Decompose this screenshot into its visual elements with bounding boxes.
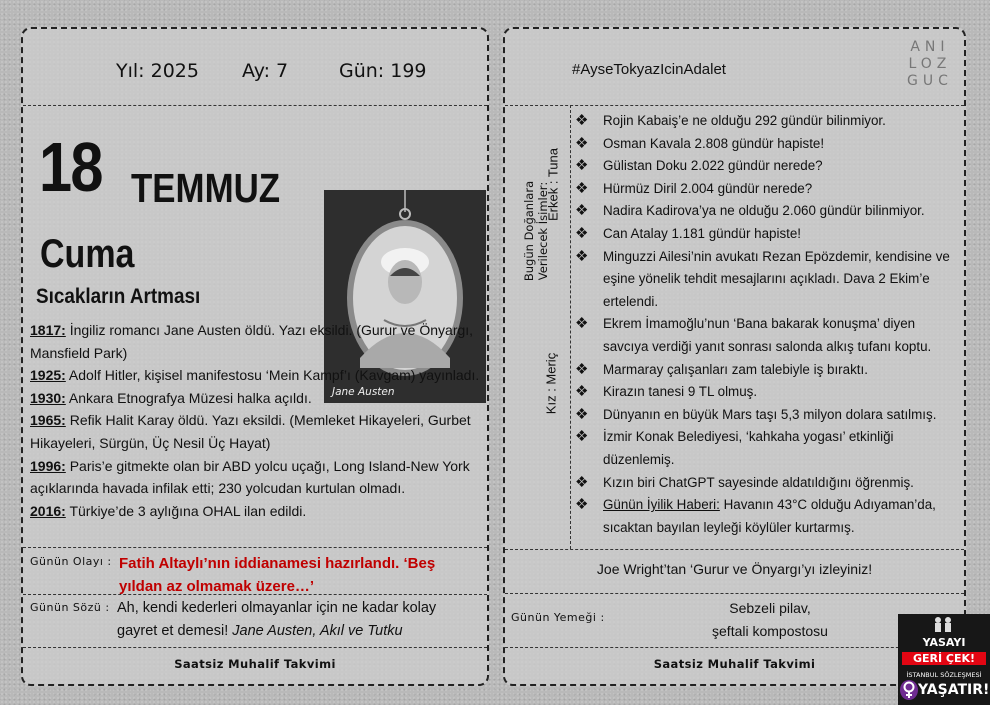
news-text: Kirazın tanesi 9 TL olmuş.	[603, 384, 758, 400]
news-text: Rojin Kabaiş’e ne olduğu 292 gündür bilinmiyor.	[603, 113, 886, 128]
divider	[505, 105, 964, 106]
history-events	[30, 319, 482, 522]
event-item	[30, 500, 482, 523]
list-item	[573, 155, 960, 178]
badge-line-3: İSTANBUL SÖZLEŞMESİ	[906, 671, 982, 679]
diamond-bullet-icon: ❖	[575, 473, 589, 491]
event-text: Adolf Hitler, kişisel manifestosu ‘Mein Kampf’ı (Kavgam) yayınladı.	[65, 367, 480, 384]
divider	[505, 593, 964, 594]
news-text: Ekrem İmamoğlu’nun ‘Bana bakarak konuşma’ diyen savcıya verdiği yanıt sonrası salonda alkış tufanı koptu.	[603, 316, 932, 354]
yemek-line: şeftali kompostosu	[712, 623, 828, 639]
diamond-bullet-icon: ❖	[575, 405, 589, 423]
badge-line-4: YAŞATIR!	[918, 682, 990, 698]
diamond-bullet-icon: ❖	[575, 496, 589, 514]
list-item	[573, 426, 960, 471]
yemek-text	[685, 597, 855, 643]
diamond-bullet-icon: ❖	[575, 179, 589, 197]
event-text: Refik Halit Karay öldü. Yazı eksildi. (Memleket Hikayeleri, Gurbet Hikayeleri, Sürgün, Üç Nesil Üç Hayat)	[30, 412, 471, 451]
anilozguc-logo	[907, 39, 953, 90]
event-item	[30, 387, 482, 410]
month-name: TEMMUZ	[131, 165, 281, 211]
news-text: Nadira Kadirova’ya ne olduğu 2.060 gündür bilinmiyor.	[603, 203, 925, 219]
istanbul-convention-badge	[898, 614, 990, 705]
portrait-caption: Jane Austen	[332, 386, 395, 398]
list-item	[573, 178, 960, 201]
event-item	[30, 455, 482, 500]
divider	[23, 547, 487, 548]
logo-line: GUC	[907, 73, 953, 89]
news-text: Can Atalay 1.181 gündür hapiste!	[603, 225, 802, 241]
figures-icon	[898, 614, 990, 634]
divider	[505, 647, 964, 648]
logo-line: LOZ	[908, 56, 952, 72]
list-item	[573, 381, 960, 404]
divider	[23, 647, 487, 648]
diamond-bullet-icon: ❖	[575, 224, 589, 242]
list-item	[573, 359, 960, 382]
movie-recommendation: Joe Wright’tan ‘Gurur ve Önyargı’yı izleyiniz!	[596, 561, 873, 577]
good-news-label: Günün İyilik Haberi:	[603, 497, 720, 513]
diamond-bullet-icon: ❖	[575, 360, 589, 378]
diamond-bullet-icon: ❖	[575, 157, 589, 175]
event-item	[30, 364, 482, 387]
list-item	[573, 472, 960, 495]
event-year: 2016:	[30, 502, 66, 519]
footer-title: Saatsiz Muhalif Takvimi	[653, 657, 816, 671]
news-text: Dünyanın en büyük Mars taşı 5,3 milyon dolara satılmış.	[603, 406, 937, 422]
list-item	[573, 133, 960, 156]
diamond-bullet-icon: ❖	[575, 247, 589, 265]
badge-line-2: GERİ ÇEK!	[902, 652, 986, 665]
year-label: Yıl: 2025	[116, 60, 199, 82]
news-text: İzmir Konak Belediyesi, ‘kahkaha yogası’ etkinliği düzenlemiş.	[603, 429, 894, 467]
event-text: Paris’e gitmekte olan bir ABD yolcu uçağı, Long Island-New York açıklarında havada infilak etti; 230 yolcudan kurtulan olmadı.	[30, 457, 470, 497]
olay-text: Fatih Altaylı’nın iddianamesi hazırlandı. ‘Beş yıldan az olmamak üzere…’	[119, 555, 436, 595]
good-news-item	[573, 494, 960, 539]
event-text: Türkiye’de 3 aylığına OHAL ilan edildi.	[65, 502, 307, 519]
list-item	[573, 110, 960, 133]
badge-line-1: YASAYI	[922, 636, 966, 649]
event-year: 1817:	[30, 322, 66, 338]
event-year: 1925:	[30, 367, 66, 384]
event-year: 1996:	[30, 457, 66, 474]
month-label: Ay: 7	[242, 60, 289, 82]
news-text: Minguzzi Ailesi’nin avukatı Rezan Epözdemir, kendisine ve eşine yönelik tehdit mesajlarını açıkladı. Dava 2 Ekim’e ertelendi.	[603, 248, 950, 309]
yemek-label: Günün Yemeği :	[511, 611, 605, 624]
list-item	[573, 200, 960, 223]
logo-line: ANI	[910, 39, 950, 55]
news-list	[573, 110, 960, 539]
event-year: 1930:	[30, 389, 66, 406]
diamond-bullet-icon: ❖	[575, 202, 589, 220]
event-year: 1965:	[30, 412, 66, 429]
list-item	[573, 404, 960, 427]
list-item	[573, 223, 960, 246]
olay-label: Günün Olayı :	[30, 555, 112, 568]
diamond-bullet-icon: ❖	[575, 428, 589, 446]
day-headline: Sıcakların Artması	[36, 285, 201, 308]
soz-source: Jane Austen, Akıl ve Tutku	[232, 623, 403, 639]
list-item	[573, 313, 960, 358]
soz-text	[117, 597, 477, 643]
day-of-year-label: Gün: 199	[339, 60, 427, 82]
good-news-text: Havanın 43°C olduğu Adıyaman’da, sıcaktan bayılan leyleği köylüler kurtarmış.	[603, 497, 936, 535]
news-text: Marmaray çalışanları zam talebiyle iş bıraktı.	[603, 361, 868, 377]
diamond-bullet-icon: ❖	[575, 383, 589, 401]
girl-name: Kız : Meriç	[543, 352, 559, 415]
boy-name: Erkek : Tuna	[545, 148, 561, 221]
soz-quote: Ah, kendi kederleri olmayanlar için ne kadar kolay gayret et demesi!	[117, 600, 437, 639]
event-item	[30, 319, 482, 364]
diamond-bullet-icon: ❖	[575, 112, 589, 129]
day-number: 18	[39, 128, 102, 206]
left-calendar-page	[21, 27, 489, 686]
names-heading: Bugün Doğanlara Verilecek İsimler:	[522, 180, 550, 282]
divider	[505, 549, 964, 550]
diamond-bullet-icon: ❖	[575, 134, 589, 152]
news-text: Gülistan Doku 2.022 gündür nerede?	[603, 158, 823, 174]
hashtag: #AyseTokyazIcinAdalet	[572, 61, 726, 78]
divider	[23, 594, 487, 595]
yemek-line: Sebzeli pilav,	[729, 600, 811, 616]
news-text: Osman Kavala 2.808 gündür hapiste!	[603, 135, 825, 151]
soz-label: Günün Sözü :	[30, 601, 110, 614]
event-text: İngiliz romancı Jane Austen öldü. Yazı eksildi. (Gurur ve Önyargı, Mansfield Park)	[30, 322, 474, 361]
right-calendar-page	[503, 27, 966, 686]
divider	[570, 105, 571, 549]
weekday: Cuma	[40, 232, 135, 276]
event-text: Ankara Etnografya Müzesi halka açıldı.	[65, 389, 312, 406]
event-item	[30, 409, 482, 454]
news-text: Hürmüz Diril 2.004 gündür nerede?	[603, 180, 813, 196]
divider	[23, 105, 487, 106]
venus-symbol-icon	[900, 680, 918, 700]
news-text: Kızın biri ChatGPT sayesinde aldatıldığını öğrenmiş.	[603, 474, 914, 490]
list-item	[573, 246, 960, 314]
footer-title: Saatsiz Muhalif Takvimi	[174, 657, 336, 671]
diamond-bullet-icon: ❖	[575, 315, 589, 333]
